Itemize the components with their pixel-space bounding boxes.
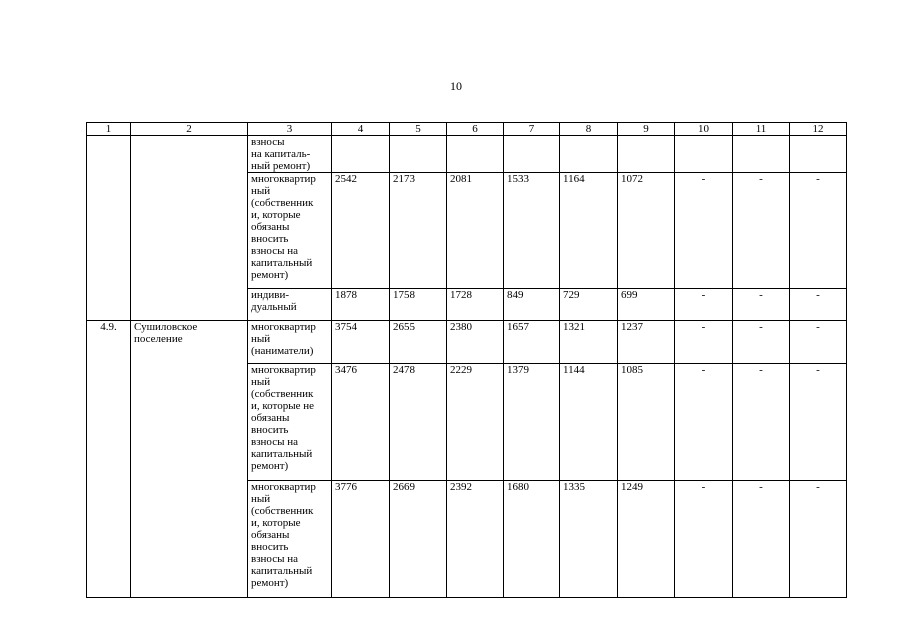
- value-cell: 2478: [390, 364, 447, 481]
- value-cell: [447, 136, 504, 173]
- table-row: [87, 136, 847, 173]
- value-cell: 1072: [618, 173, 675, 289]
- value-cell: [332, 136, 390, 173]
- column-header: 8: [560, 123, 618, 136]
- housing-type-cell: многоквартир ный (наниматели): [248, 321, 332, 364]
- value-cell: 1379: [504, 364, 560, 481]
- column-header: 7: [504, 123, 560, 136]
- value-cell: -: [675, 481, 733, 598]
- column-header: 9: [618, 123, 675, 136]
- row-number-cell: [87, 136, 131, 321]
- value-cell: 2542: [332, 173, 390, 289]
- value-cell: -: [790, 481, 847, 598]
- value-cell: 2655: [390, 321, 447, 364]
- value-cell: -: [675, 289, 733, 321]
- value-cell: -: [733, 481, 790, 598]
- column-header: 1: [87, 123, 131, 136]
- column-header: 4: [332, 123, 390, 136]
- value-cell: 1144: [560, 364, 618, 481]
- housing-type-cell: многоквартир ный (собственник и, которые не обязаны вносить взносы на капитальный ремонт): [248, 364, 332, 481]
- table-header-row: [87, 123, 847, 136]
- value-cell: 3776: [332, 481, 390, 598]
- housing-type-cell: индиви- дуальный: [248, 289, 332, 321]
- value-cell: 2229: [447, 364, 504, 481]
- value-cell: -: [733, 321, 790, 364]
- value-cell: -: [790, 289, 847, 321]
- table-row: [87, 321, 847, 364]
- housing-type-cell: многоквартир ный (собственник и, которые обязаны вносить взносы на капитальный ремонт): [248, 173, 332, 289]
- value-cell: 2392: [447, 481, 504, 598]
- value-cell: -: [790, 364, 847, 481]
- value-cell: 3754: [332, 321, 390, 364]
- column-header: 6: [447, 123, 504, 136]
- column-header: 12: [790, 123, 847, 136]
- housing-type-cell: многоквартир ный (собственник и, которые обязаны вносить взносы на капитальный ремонт): [248, 481, 332, 598]
- value-cell: [618, 136, 675, 173]
- value-cell: 1237: [618, 321, 675, 364]
- value-cell: 1164: [560, 173, 618, 289]
- settlement-name-cell: [131, 136, 248, 321]
- value-cell: [504, 136, 560, 173]
- value-cell: 1321: [560, 321, 618, 364]
- data-table: [86, 122, 847, 598]
- column-header: 5: [390, 123, 447, 136]
- value-cell: 1249: [618, 481, 675, 598]
- value-cell: 1758: [390, 289, 447, 321]
- value-cell: -: [675, 364, 733, 481]
- value-cell: 3476: [332, 364, 390, 481]
- value-cell: -: [675, 173, 733, 289]
- value-cell: 1728: [447, 289, 504, 321]
- value-cell: 699: [618, 289, 675, 321]
- housing-type-cell: взносы на капиталь- ный ремонт): [248, 136, 332, 173]
- value-cell: 2669: [390, 481, 447, 598]
- value-cell: 849: [504, 289, 560, 321]
- value-cell: 1878: [332, 289, 390, 321]
- value-cell: 2380: [447, 321, 504, 364]
- value-cell: [790, 136, 847, 173]
- value-cell: 1335: [560, 481, 618, 598]
- value-cell: -: [733, 173, 790, 289]
- value-cell: 2173: [390, 173, 447, 289]
- page-number: 10: [450, 79, 462, 93]
- row-number-cell: 4.9.: [87, 321, 131, 598]
- value-cell: [390, 136, 447, 173]
- value-cell: -: [733, 364, 790, 481]
- value-cell: [675, 136, 733, 173]
- column-header: 10: [675, 123, 733, 136]
- value-cell: -: [733, 289, 790, 321]
- value-cell: 1680: [504, 481, 560, 598]
- column-header: 3: [248, 123, 332, 136]
- value-cell: 1533: [504, 173, 560, 289]
- value-cell: 1085: [618, 364, 675, 481]
- column-header: 2: [131, 123, 248, 136]
- column-header: 11: [733, 123, 790, 136]
- value-cell: 729: [560, 289, 618, 321]
- value-cell: -: [790, 321, 847, 364]
- value-cell: 2081: [447, 173, 504, 289]
- settlement-name-cell: Сушиловское поселение: [131, 321, 248, 598]
- value-cell: -: [790, 173, 847, 289]
- value-cell: [560, 136, 618, 173]
- value-cell: -: [675, 321, 733, 364]
- value-cell: [733, 136, 790, 173]
- value-cell: 1657: [504, 321, 560, 364]
